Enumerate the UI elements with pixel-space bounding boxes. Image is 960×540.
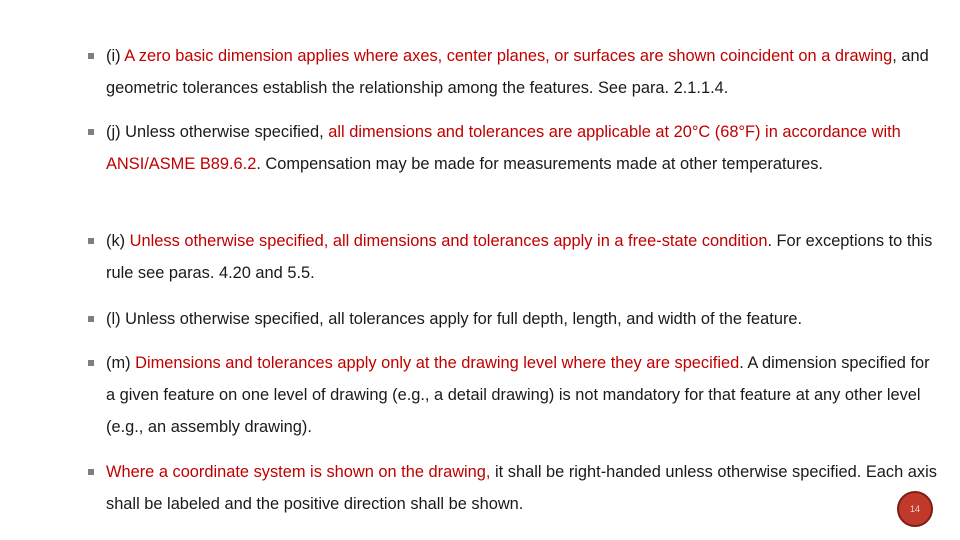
text-segment: , and geometric tolerances establish the relationship among the features. See para. 2.1.1.4. — [106, 47, 929, 97]
bullet-j — [88, 116, 940, 180]
text-segment: . A dimension specified for a given feature on one level of drawing (e.g., a detail drawing) is not mandatory for that feature at any other level (e.g., an assembly drawing). — [106, 354, 930, 436]
bullet-marker — [88, 360, 94, 366]
highlighted-text: all dimensions and tolerances are applicable at 20°C (68°F) in accordance with ANSI/ASME B89.6.2 — [106, 123, 901, 173]
highlighted-text: Where a coordinate system is shown on the drawing, — [106, 463, 491, 481]
bullet-coordinate-system — [88, 456, 940, 520]
highlighted-text: A zero basic dimension applies where axes, center planes, or surfaces are shown coincident on a drawing — [124, 47, 893, 65]
bullet-marker — [88, 238, 94, 244]
bullet-i — [88, 40, 940, 104]
text-segment: (l) Unless otherwise specified, all tolerances apply for full depth, length, and width of the feature. — [106, 310, 803, 328]
bullet-text — [88, 347, 940, 443]
bullet-m — [88, 347, 940, 443]
bullet-marker — [88, 469, 94, 475]
text-segment: (j) Unless otherwise specified, — [106, 123, 329, 141]
highlighted-text: Unless otherwise specified, all dimensions and tolerances apply in a free-state condition — [129, 232, 768, 250]
bullet-text — [88, 40, 940, 104]
text-segment: . For exceptions to this rule see paras. 4.20 and 5.5. — [106, 232, 933, 282]
bullet-text — [88, 456, 940, 520]
text-segment: (i) — [106, 47, 125, 65]
bullet-text — [88, 303, 940, 335]
bullet-marker — [88, 53, 94, 59]
text-segment: (m) — [106, 354, 136, 372]
text-segment: (k) — [106, 232, 130, 250]
highlighted-text: Dimensions and tolerances apply only at the drawing level where they are specified — [135, 354, 740, 372]
bullet-text — [88, 225, 940, 289]
text-segment: it shall be right-handed unless otherwise specified. Each axis shall be labeled and the positive direction shall be shown. — [106, 463, 937, 513]
page-number-badge: 14 — [897, 491, 933, 527]
bullet-l — [88, 303, 940, 335]
bullet-marker — [88, 129, 94, 135]
bullet-k — [88, 225, 940, 289]
bullet-marker — [88, 316, 94, 322]
bullet-text — [88, 116, 940, 180]
text-segment: . Compensation may be made for measurements made at other temperatures. — [256, 155, 823, 173]
